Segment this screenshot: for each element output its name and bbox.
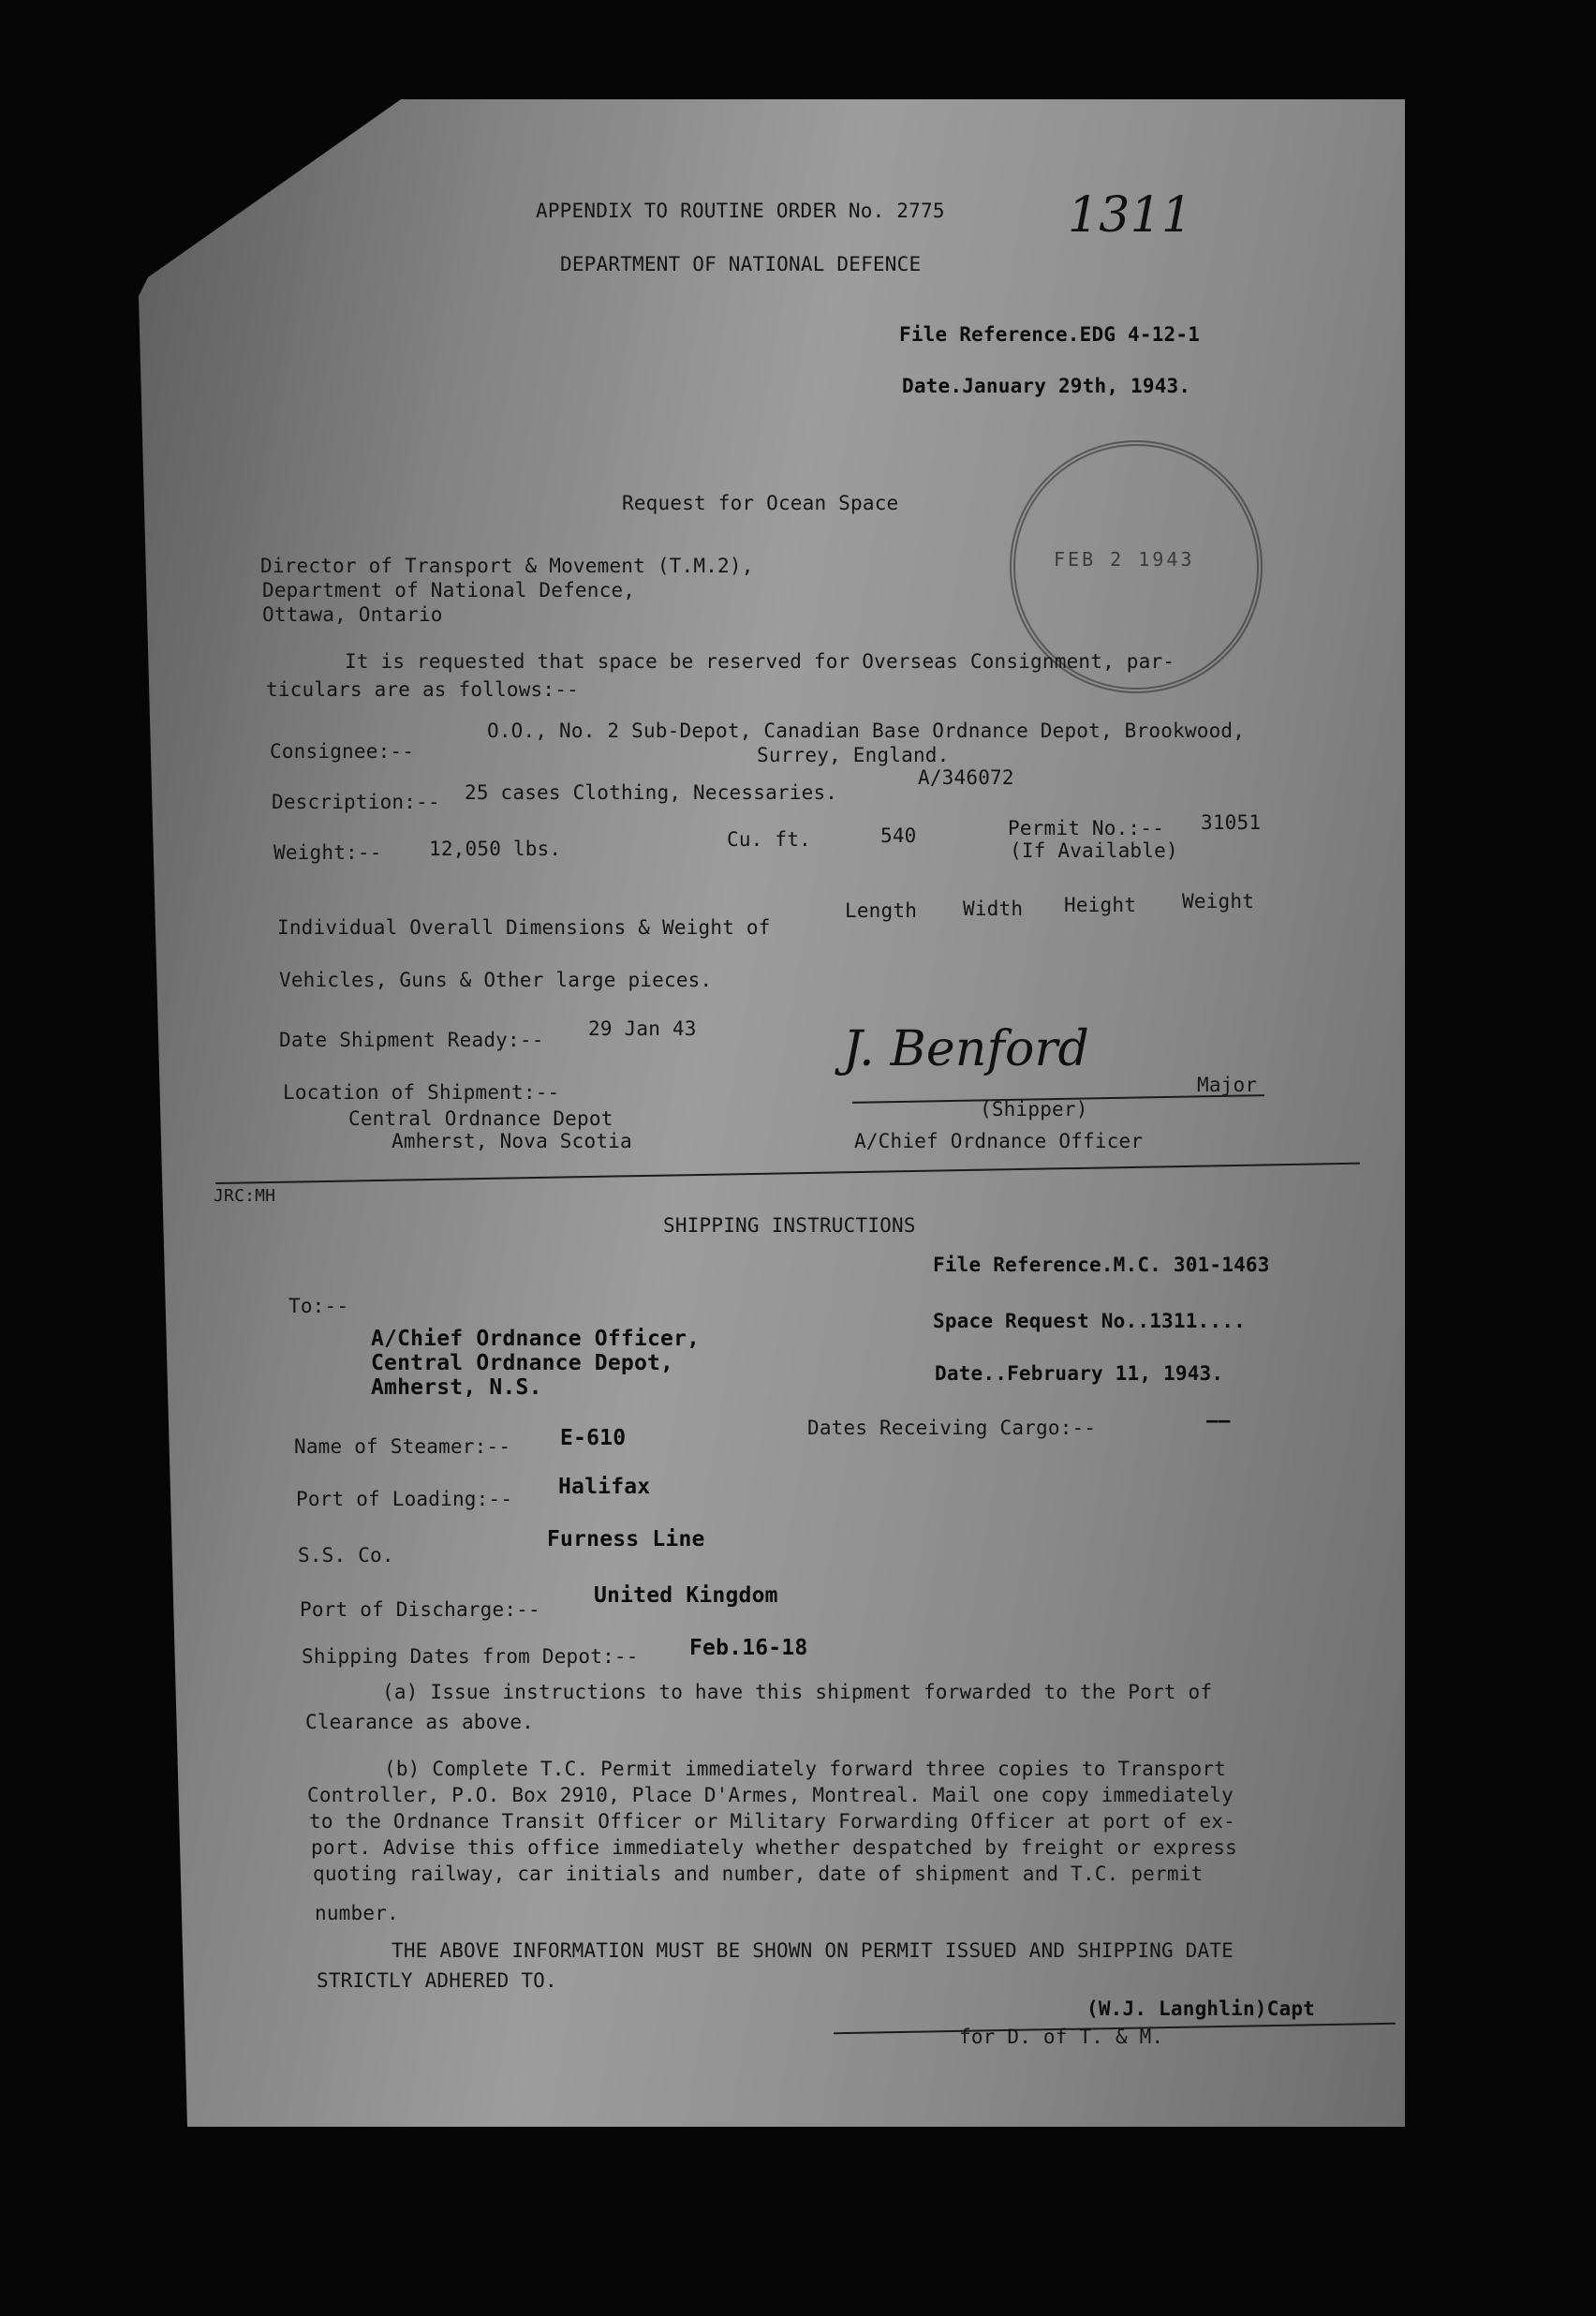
description-ref: A/346072 [918, 766, 1014, 789]
consignee-label: Consignee:-- [270, 740, 415, 763]
receiving-label: Dates Receiving Cargo:-- [807, 1417, 1097, 1439]
appendix-heading: APPENDIX TO ROUTINE ORDER No. 2775 [536, 200, 945, 222]
steamer-label: Name of Steamer:-- [294, 1435, 511, 1458]
permit-label: Permit No.:-- [1008, 817, 1164, 839]
vehicles-label: Vehicles, Guns & Other large pieces. [279, 969, 713, 991]
address-line-1: Director of Transport & Movement (T.M.2), [260, 555, 754, 577]
paragraph-b-line-3: to the Ordnance Transit Officer or Military Forwarding Officer at port of ex- [309, 1810, 1235, 1833]
depot-dates-value: Feb.16-18 [689, 1636, 808, 1660]
shipping-file-reference-label: File Reference. [933, 1254, 1114, 1276]
paragraph-a-line-2: Clearance as above. [305, 1711, 535, 1733]
dimension-height: Height [1064, 894, 1137, 916]
shipping-title: SHIPPING INSTRUCTIONS [663, 1214, 916, 1237]
ready-value: 29 Jan 43 [588, 1017, 697, 1040]
authority-for: for D. of T. & M. [959, 2026, 1164, 2048]
paragraph-b-line-1: (b) Complete T.C. Permit immediately forward three copies to Transport [384, 1758, 1227, 1780]
location-line-2: Amherst, Nova Scotia [392, 1130, 632, 1152]
loading-label: Port of Loading:-- [296, 1488, 513, 1510]
cuft-label: Cu. ft. [727, 828, 811, 851]
shipper-caption: (Shipper) [980, 1098, 1088, 1121]
consignee-value: O.O., No. 2 Sub-Depot, Canadian Base Ordnance Depot, Brookwood, [487, 720, 1246, 742]
depot-dates-label: Shipping Dates from Depot:-- [302, 1645, 639, 1668]
dimensions-label: Individual Overall Dimensions & Weight of [277, 916, 771, 939]
authority-signer: (W.J. Langhlin)Capt [1086, 1997, 1316, 2020]
shipping-date-label: Date.. [935, 1362, 1008, 1385]
ready-label: Date Shipment Ready:-- [279, 1029, 544, 1051]
space-request-label: Space Request No.. [933, 1310, 1150, 1332]
to-line-3: Amherst, N.S. [371, 1375, 542, 1400]
discharge-value: United Kingdom [594, 1583, 778, 1608]
dimension-length: Length [845, 899, 918, 922]
intro-line-2: ticulars are as follows:-- [266, 678, 579, 701]
shipper-signature: J. Benford [843, 1021, 1090, 1077]
stamp-date: FEB 2 1943 [1054, 548, 1195, 571]
address-line-2: Department of National Defence, [262, 579, 636, 601]
request-title: Request for Ocean Space [622, 492, 899, 514]
description-value: 25 cases Clothing, Necessaries. [465, 781, 838, 804]
permit-value: 31051 [1201, 811, 1262, 834]
location-label: Location of Shipment:-- [283, 1081, 560, 1104]
cuft-value: 540 [880, 824, 917, 847]
to-line-2: Central Ordnance Depot, [371, 1351, 674, 1375]
weight-value: 12,050 lbs. [429, 838, 562, 860]
ss-company-value: Furness Line [547, 1527, 705, 1551]
to-line-1: A/Chief Ordnance Officer, [371, 1327, 701, 1351]
notice-line-1: THE ABOVE INFORMATION MUST BE SHOWN ON PERMIT ISSUED AND SHIPPING DATE [392, 1939, 1234, 1962]
description-label: Description:-- [272, 791, 440, 813]
address-line-3: Ottawa, Ontario [262, 603, 443, 626]
location-line-1: Central Ordnance Depot [348, 1107, 613, 1130]
intro-line-1: It is requested that space be reserved for Overseas Consignment, par- [345, 650, 1175, 673]
weight-label: Weight:-- [273, 841, 382, 864]
date-label: Date. [902, 375, 963, 397]
shipper-title: A/Chief Ordnance Officer [854, 1130, 1144, 1152]
dimension-width: Width [963, 898, 1024, 920]
loading-value: Halifax [558, 1475, 651, 1499]
paragraph-b-line-2: Controller, P.O. Box 2910, Place D'Armes, Montreal. Mail one copy immediately [307, 1784, 1234, 1806]
notice-line-2: STRICTLY ADHERED TO. [317, 1969, 557, 1992]
consignee-value-2: Surrey, England. [757, 744, 950, 766]
permit-note: (If Available) [1010, 839, 1178, 862]
discharge-label: Port of Discharge:-- [300, 1598, 540, 1621]
paragraph-b-line-6: number. [315, 1902, 399, 1924]
signature-rank: Major [1197, 1074, 1258, 1096]
file-reference-label: File Reference. [899, 323, 1080, 346]
typist-initials: JRC:MH [214, 1186, 276, 1206]
paragraph-b-line-4: port. Advise this office immediately whether despatched by freight or express [311, 1836, 1237, 1859]
paragraph-b-line-5: quoting railway, car initials and number, date of shipment and T.C. permit [313, 1863, 1204, 1885]
department-heading: DEPARTMENT OF NATIONAL DEFENCE [560, 253, 922, 275]
steamer-value: E-610 [560, 1426, 627, 1450]
file-reference-value: EDG 4-12-1 [1079, 323, 1201, 346]
date-value: January 29th, 1943. [962, 375, 1191, 397]
handwritten-page-number: 1311 [1068, 187, 1193, 244]
ss-company-label: S.S. Co. [298, 1544, 394, 1566]
to-label: To:-- [288, 1295, 349, 1317]
space-request-value: 1311.... [1149, 1310, 1246, 1332]
shipping-file-reference-value: M.C. 301-1463 [1113, 1254, 1270, 1276]
dimension-weight: Weight [1182, 890, 1255, 913]
paragraph-a-line-1: (a) Issue instructions to have this shipment forwarded to the Port of [382, 1681, 1213, 1703]
shipping-date-value: February 11, 1943. [1007, 1362, 1224, 1385]
receiving-value: —— [1206, 1409, 1231, 1432]
